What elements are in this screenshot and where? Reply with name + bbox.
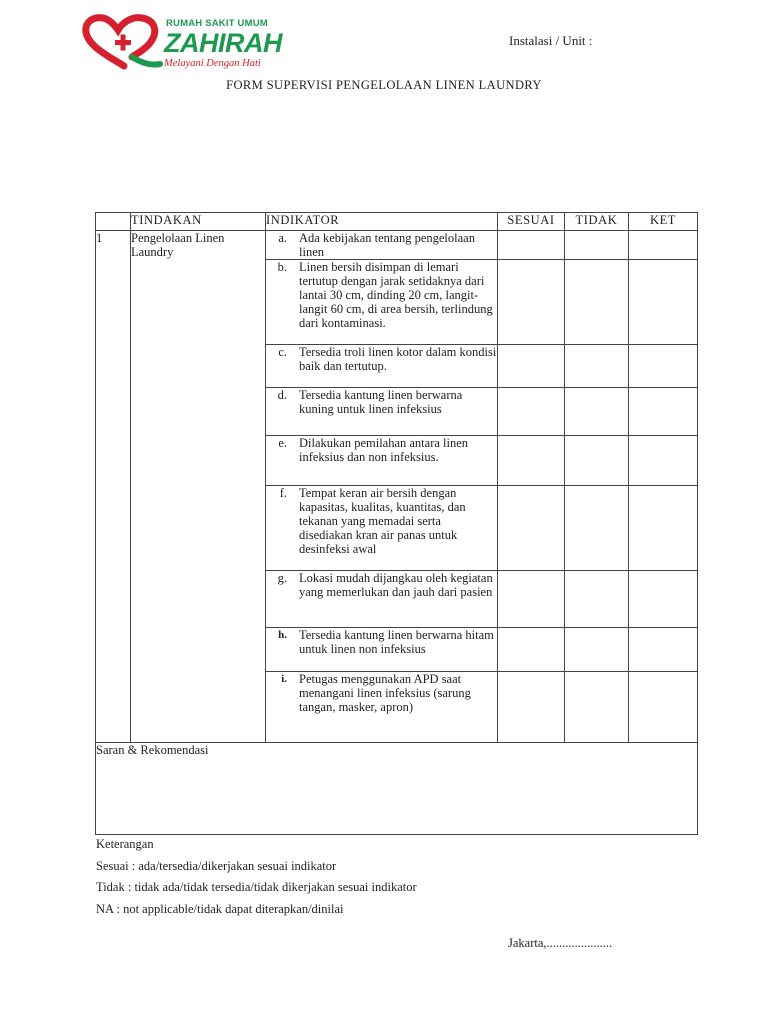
indicator-text: Dilakukan pemilahan antara linen infeksius dan non infeksius. [299, 436, 469, 464]
ket-cell[interactable] [629, 345, 698, 388]
tidak-cell[interactable] [565, 571, 629, 628]
tidak-cell[interactable] [565, 260, 629, 345]
sesuai-cell[interactable] [498, 388, 565, 436]
signature-place [508, 936, 612, 951]
table-row [96, 231, 698, 260]
indicator-letter: h. [278, 629, 287, 641]
indicator-letter: c. [278, 345, 287, 359]
heart-cross-icon [80, 14, 164, 74]
tidak-cell[interactable] [565, 628, 629, 672]
indicator-text: Ada kebijakan tentang pengelolaan linen [299, 231, 475, 259]
ket-cell[interactable] [629, 628, 698, 672]
header-no [96, 213, 131, 231]
table-header-row [96, 213, 698, 231]
tidak-cell[interactable] [565, 486, 629, 571]
sesuai-cell[interactable] [498, 231, 565, 260]
tindakan-cell: Pengelolaan Linen Laundry [131, 231, 266, 743]
legend-notes [96, 836, 417, 922]
header-tindakan: TINDAKAN [131, 213, 266, 231]
sesuai-cell[interactable] [498, 260, 565, 345]
tidak-cell[interactable] [565, 231, 629, 260]
indicator-letter: f. [279, 486, 287, 500]
indicator-text: Petugas menggunakan APD saat menangani linen infeksius (sarung tangan, masker, apron) [299, 672, 471, 714]
ket-cell[interactable] [629, 571, 698, 628]
header-sesuai: SESUAI [498, 213, 565, 231]
notes-heading: Keterangan [96, 837, 154, 851]
sesuai-cell[interactable] [498, 628, 565, 672]
indicator-cell [266, 388, 498, 436]
logo-wordmark: ZAHIRAH [164, 28, 282, 58]
tidak-cell[interactable] [565, 345, 629, 388]
saran-row [96, 743, 698, 835]
indicator-cell [266, 231, 498, 260]
indicator-text: Linen bersih disimpan di lemari tertutup dengan jarak setidaknya dari lantai 30 cm, dinding 20 cm, langit-langit 60 cm, di area bersih, terlindung dari kontaminasi. [299, 260, 493, 330]
header-ket: KET [629, 213, 698, 231]
indicator-letter: d. [277, 388, 287, 402]
indicator-letter: e. [278, 436, 287, 450]
form-title: FORM SUPERVISI PENGELOLAAN LINEN LAUNDRY [226, 78, 542, 92]
indicator-letter: b. [277, 260, 287, 274]
ket-cell[interactable] [629, 231, 698, 260]
indicator-text: Lokasi mudah dijangkau oleh kegiatan yang memerlukan dan jauh dari pasien [299, 571, 493, 599]
ket-cell[interactable] [629, 388, 698, 436]
tidak-cell[interactable] [565, 672, 629, 743]
indicator-letter: g. [277, 571, 287, 585]
row-number: 1 [96, 231, 131, 743]
unit-label: Instalasi / Unit : [509, 33, 593, 48]
sesuai-cell[interactable] [498, 672, 565, 743]
indicator-cell [266, 260, 498, 345]
sesuai-cell[interactable] [498, 571, 565, 628]
indicator-cell [266, 345, 498, 388]
tidak-cell[interactable] [565, 436, 629, 486]
indicator-text: Tersedia troli linen kotor dalam kondisi baik dan tertutup. [299, 345, 497, 373]
indicator-letter: i. [281, 673, 287, 685]
indicator-cell [266, 628, 498, 672]
logo-tagline: Melayani Dengan Hati [164, 58, 261, 69]
indicator-text: Tersedia kantung linen berwarna hitam untuk linen non infeksius [299, 628, 494, 656]
note-tidak: Tidak : tidak ada/tidak tersedia/tidak dikerjakan sesuai indikator [96, 880, 417, 894]
indicator-cell [266, 486, 498, 571]
tidak-cell[interactable] [565, 388, 629, 436]
header-tidak: TIDAK [565, 213, 629, 231]
sesuai-cell[interactable] [498, 345, 565, 388]
signature-place-label: Jakarta,..................... [508, 936, 613, 950]
ket-cell[interactable] [629, 436, 698, 486]
logo-subtitle: RUMAH SAKIT UMUM [166, 18, 268, 29]
indicator-cell [266, 436, 498, 486]
indicator-text: Tersedia kantung linen berwarna kuning untuk linen infeksius [299, 388, 463, 416]
sesuai-cell[interactable] [498, 436, 565, 486]
saran-rekomendasi-field[interactable] [96, 743, 698, 835]
ket-cell[interactable] [629, 260, 698, 345]
indicator-cell [266, 672, 498, 743]
ket-cell[interactable] [629, 672, 698, 743]
indicator-text: Tempat keran air bersih dengan kapasitas, kualitas, kuantitas, dan tekanan yang memadai serta disediakan kran air panas untuk desinfeksi awal [299, 486, 466, 556]
saran-label: Saran & Rekomendasi [96, 743, 209, 757]
note-na: NA : not applicable/tidak dapat diterapkan/dinilai [96, 901, 344, 916]
note-sesuai: Sesuai : ada/tersedia/dikerjakan sesuai indikator [96, 858, 337, 873]
indicator-cell [266, 571, 498, 628]
supervision-table [95, 212, 698, 835]
ket-cell[interactable] [629, 486, 698, 571]
sesuai-cell[interactable] [498, 486, 565, 571]
indicator-letter: a. [278, 231, 287, 245]
header-indikator: INDIKATOR [266, 213, 498, 231]
hospital-logo [80, 14, 285, 74]
